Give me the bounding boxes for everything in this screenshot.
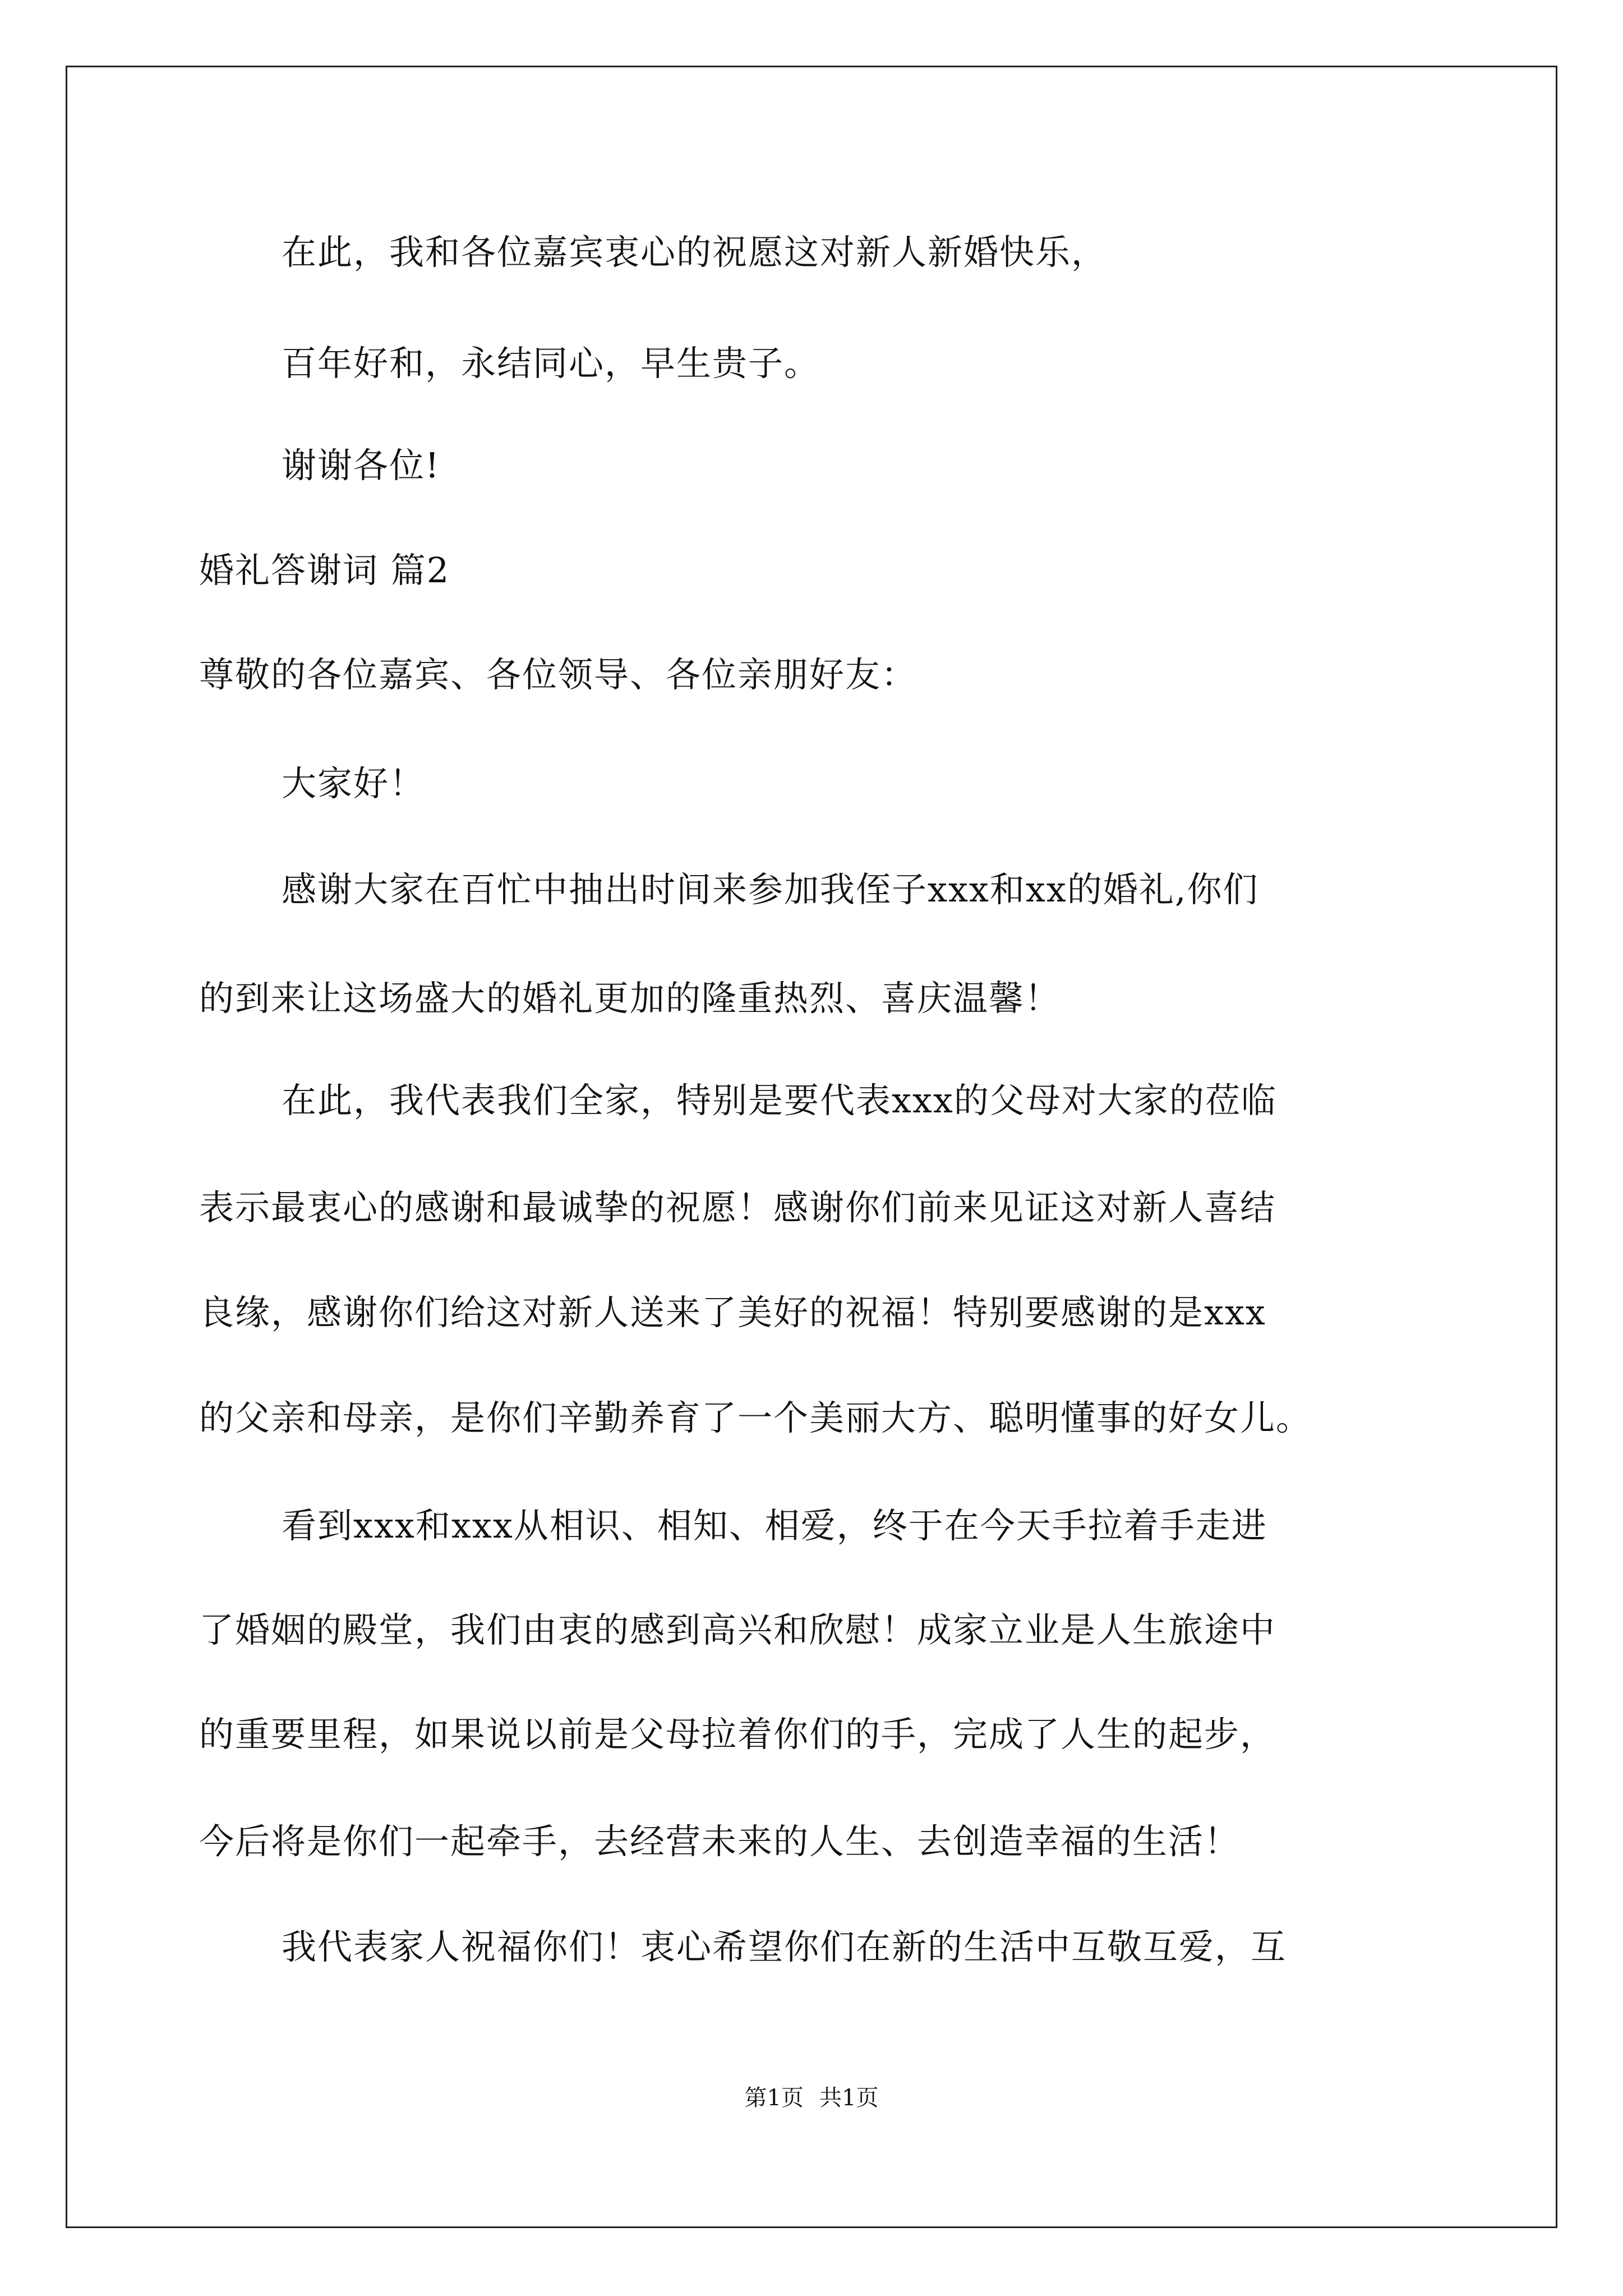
paragraph-line: 表示最衷心的感谢和最诚挚的祝愿！感谢你们前来见证这对新人喜结 <box>199 1187 1276 1228</box>
paragraph-line: 感谢大家在百忙中抽出时间来参加我侄子xxx和xx的婚礼,你们 <box>282 869 1259 910</box>
page-number: 第1页 <box>744 2085 804 2111</box>
salutation: 尊敬的各位嘉宾、各位领导、各位亲朋好友： <box>199 654 917 695</box>
paragraph-line: 看到xxx和xxx从相识、相知、相爱，终于在今天手拉着手走进 <box>282 1505 1267 1546</box>
page-footer <box>0 2084 1623 2112</box>
paragraph-line: 百年好和，永结同心，早生贵子。 <box>282 343 820 384</box>
paragraph-line: 在此，我和各位嘉宾衷心的祝愿这对新人新婚快乐， <box>282 232 1108 273</box>
greeting: 大家好！ <box>282 763 426 804</box>
paragraph-line: 良缘，感谢你们给这对新人送来了美好的祝福！特别要感谢的是xxx <box>199 1292 1266 1333</box>
page-total: 共1页 <box>819 2085 879 2111</box>
paragraph-line: 谢谢各位! <box>282 445 440 486</box>
paragraph-line: 了婚姻的殿堂，我们由衷的感到高兴和欣慰！成家立业是人生旅途中 <box>199 1609 1276 1650</box>
paragraph-line: 的重要里程，如果说以前是父母拉着你们的手，完成了人生的起步， <box>199 1714 1276 1755</box>
paragraph-line: 的父亲和母亲，是你们辛勤养育了一个美丽大方、聪明懂事的好女儿。 <box>199 1397 1312 1438</box>
page-border <box>66 66 1557 2228</box>
section-heading: 婚礼答谢词 篇2 <box>199 550 450 591</box>
paragraph-line: 我代表家人祝福你们！衷心希望你们在新的生活中互敬互爱，互 <box>282 1926 1287 1967</box>
paragraph-line: 的到来让这场盛大的婚礼更加的隆重热烈、喜庆温馨！ <box>199 978 1061 1019</box>
paragraph-line: 在此，我代表我们全家，特别是要代表xxx的父母对大家的莅临 <box>282 1080 1277 1121</box>
paragraph-line: 今后将是你们一起牵手，去经营未来的人生、去创造幸福的生活！ <box>199 1821 1241 1862</box>
